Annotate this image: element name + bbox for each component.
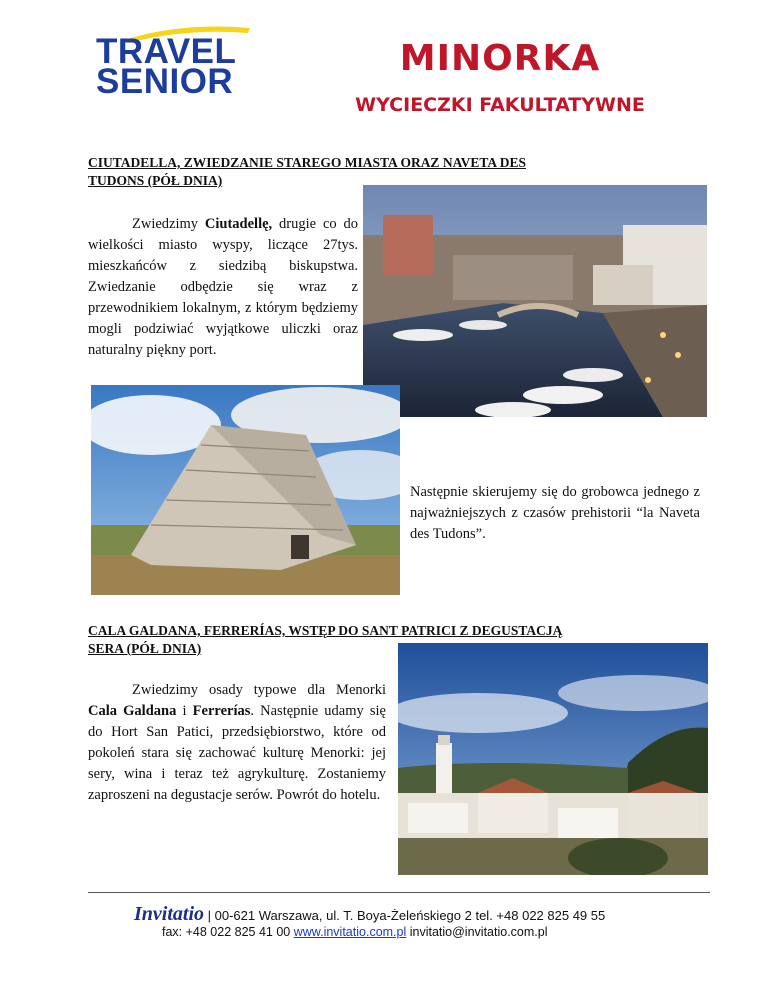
section2-p-post: . Następnie udamy się do Hort San Patici, przedsiębiorstwo, które od pokoleń stara się zachować kulturę Menorki: jej sery, wina i teraz też agrykulturę. Zostaniemy zaproszeni na degustacje serów. Powrót do hotelu. bbox=[88, 703, 386, 803]
footer-line2 bbox=[162, 925, 722, 939]
footer-website-link[interactable]: www.invitatio.com.pl bbox=[293, 925, 407, 939]
footer-address: | 00-621 Warszawa, ul. T. Boya-Żeleńskiego 2 tel. +48 022 825 49 55 bbox=[204, 908, 606, 923]
footer-brand: Invitatio bbox=[134, 903, 205, 925]
section1-paragraph1 bbox=[88, 214, 358, 361]
section2-p-mid: i bbox=[176, 703, 193, 719]
ferrerias-village-photo bbox=[398, 643, 708, 875]
section1-p1-pre: Zwiedzimy bbox=[132, 216, 205, 232]
section2-heading-line2: SERA (PÓŁ DNIA) bbox=[88, 641, 202, 656]
section2-paragraph bbox=[88, 680, 386, 806]
logo-line1: TRAVEL bbox=[96, 32, 237, 71]
ciutadella-harbor-photo bbox=[363, 185, 707, 417]
page-subtitle: WYCIECZKI FAKULTATYWNE bbox=[355, 94, 645, 116]
section2-heading-line1: CALA GALDANA, FERRERÍAS, WSTĘP DO SANT PATRICI Z DEGUSTACJĄ bbox=[88, 623, 563, 638]
footer-email: invitatio@invitatio.com.pl bbox=[406, 925, 548, 939]
section2-p-bold2: Ferrerías bbox=[192, 703, 251, 719]
section1-p1-post: drugie co do wielkości miasto wyspy, liczące 27tys. mieszkańców z siedzibą biskupstwa. Zwiedzanie odbędzie się wraz z przewodnikiem lokalnym, z którym będziemy mogli podziwiać wyjątkowe uliczki oraz naturalny piękny port. bbox=[88, 216, 358, 358]
section1-p1-bold: Ciutadellę, bbox=[204, 216, 273, 232]
section1-heading-line1: CIUTADELLA, ZWIEDZANIE STAREGO MIASTA ORAZ NAVETA DES bbox=[88, 155, 526, 170]
section1-paragraph2: Następnie skierujemy się do grobowca jednego z najważniejszych z czasów prehistorii “la Naveta des Tudons”. bbox=[410, 484, 700, 542]
naveta-des-tudons-photo bbox=[91, 385, 400, 595]
footer-divider bbox=[88, 892, 710, 893]
footer-fax: fax: +48 022 825 41 00 bbox=[162, 925, 294, 939]
section2-p-bold1: Cala Galdana bbox=[88, 703, 177, 719]
page-title: MINORKA bbox=[399, 38, 601, 79]
travel-senior-logo bbox=[94, 24, 254, 100]
logo-line2: SENIOR bbox=[96, 62, 234, 101]
section2-p-pre: Zwiedzimy osady typowe dla Menorki bbox=[132, 682, 386, 698]
section1-heading-line2: TUDONS (PÓŁ DNIA) bbox=[88, 173, 223, 188]
footer-line1 bbox=[134, 903, 694, 926]
